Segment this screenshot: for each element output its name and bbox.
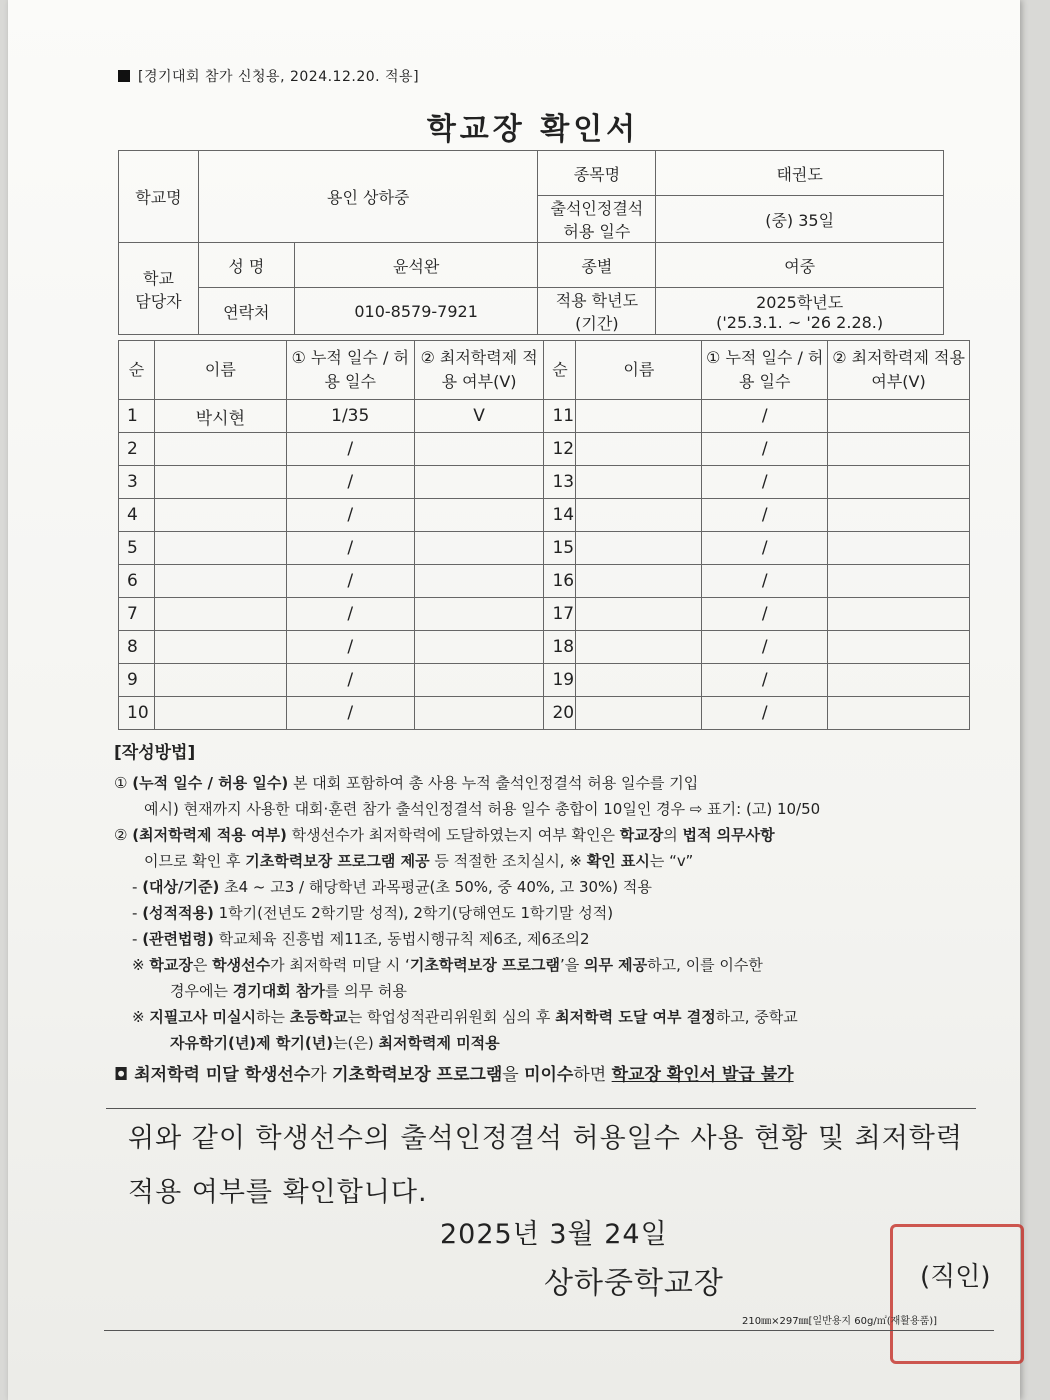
cumulative-days-cell: /: [702, 499, 828, 532]
form-version-note: [경기대회 참가 신청용, 2024.12.20. 적용]: [118, 66, 419, 86]
cumulative-days-cell: /: [286, 598, 414, 631]
min-achievement-check-cell: [828, 400, 970, 433]
writing-instructions: [114, 740, 984, 1088]
min-achievement-check-cell: [828, 631, 970, 664]
contact-label: 연락처: [198, 288, 294, 335]
contact-value: 010-8579-7921: [294, 288, 538, 335]
student-name-cell: [576, 532, 702, 565]
gender-label: 종별: [538, 243, 656, 288]
roster-header-cell: 순: [544, 341, 576, 400]
gender-value: 여중: [656, 243, 944, 288]
student-name-cell: [154, 499, 286, 532]
seal-label: (직인): [920, 1262, 991, 1292]
cumulative-days-cell: /: [702, 532, 828, 565]
school-info-table: [118, 150, 944, 335]
allowed-days-label: 출석인정결석 허용 일수: [538, 196, 656, 243]
table-row: [119, 631, 970, 664]
student-name-cell: [154, 664, 286, 697]
cumulative-days-cell: /: [702, 631, 828, 664]
instruction-note-2-cont: 자유학기(년)제 학기(년)는(은) 최저학력제 미적용: [170, 1034, 500, 1052]
table-row: [119, 532, 970, 565]
row-number-cell: 17: [544, 598, 576, 631]
student-name-cell: [576, 697, 702, 730]
min-achievement-check-cell: V: [414, 400, 544, 433]
min-achievement-check-cell: [414, 598, 544, 631]
row-number-cell: 3: [119, 466, 155, 499]
student-name-cell: [576, 631, 702, 664]
school-year-value: 2025학년도 ('25.3.1. ~ '26 2.28.): [656, 288, 944, 335]
document-title: 학교장 확인서: [426, 112, 640, 147]
cumulative-days-cell: /: [286, 466, 414, 499]
student-name-cell: [576, 400, 702, 433]
min-achievement-check-cell: [828, 466, 970, 499]
min-achievement-check-cell: [828, 499, 970, 532]
name-value: 윤석완: [294, 243, 538, 288]
cumulative-days-cell: /: [286, 433, 414, 466]
instruction-target: - (대상/기준) 초4 ~ 고3 / 해당학년 과목평균(초 50%, 중 40%, 고 30%) 적용: [132, 878, 652, 896]
divider: [106, 1108, 976, 1109]
cumulative-days-cell: /: [702, 433, 828, 466]
cumulative-days-cell: /: [286, 532, 414, 565]
allowed-days-value: (중) 35일: [656, 196, 944, 243]
instruction-2: ② (최저학력제 적용 여부) 학생선수가 최저학력에 도달하였는지 여부 확인은 학교장의 법적 의무사항: [114, 826, 775, 844]
row-number-cell: 13: [544, 466, 576, 499]
name-label: 성 명: [198, 243, 294, 288]
table-row: [119, 598, 970, 631]
cumulative-days-cell: /: [702, 598, 828, 631]
instruction-1-example: 예시) 현재까지 사용한 대회·훈련 참가 출석인정결석 허용 일수 총합이 10일인 경우 ⇨ 표기: (고) 10/50: [144, 800, 821, 818]
cumulative-days-cell: /: [702, 400, 828, 433]
cumulative-days-cell: /: [702, 697, 828, 730]
student-name-cell: 박시현: [154, 400, 286, 433]
student-name-cell: [576, 565, 702, 598]
student-name-cell: [576, 598, 702, 631]
instruction-note-1-cont: 경우에는 경기대회 참가를 의무 허용: [170, 982, 407, 1000]
table-row: [119, 466, 970, 499]
roster-header-cell: ② 최저학력제 적용 여부(V): [414, 341, 544, 400]
row-number-cell: 20: [544, 697, 576, 730]
min-achievement-check-cell: [414, 532, 544, 565]
roster-header-cell: ② 최저학력제 적용 여부(V): [828, 341, 970, 400]
student-name-cell: [154, 433, 286, 466]
issuance-warning: ◘ 최저학력 미달 학생선수가 기초학력보장 프로그램을 미이수하면 학교장 확인서 발급 불가: [114, 1065, 794, 1085]
student-name-cell: [576, 499, 702, 532]
school-name-value: 용인 상하중: [198, 151, 538, 243]
row-number-cell: 8: [119, 631, 155, 664]
roster-header-cell: 이름: [154, 341, 286, 400]
row-number-cell: 15: [544, 532, 576, 565]
min-achievement-check-cell: [414, 697, 544, 730]
table-row: [119, 664, 970, 697]
school-year-label: 적용 학년도 (기간): [538, 288, 656, 335]
table-row: [119, 499, 970, 532]
row-number-cell: 4: [119, 499, 155, 532]
manager-label: 학교 담당자: [119, 243, 199, 335]
instruction-law: - (관련법령) 학교체육 진흥법 제11조, 동법시행규칙 제6조, 제6조의2: [132, 930, 590, 948]
min-achievement-check-cell: [414, 433, 544, 466]
min-achievement-check-cell: [414, 466, 544, 499]
footer-rule: [104, 1330, 994, 1331]
min-achievement-check-cell: [828, 598, 970, 631]
min-achievement-check-cell: [828, 433, 970, 466]
cumulative-days-cell: /: [286, 499, 414, 532]
cumulative-days-cell: /: [286, 565, 414, 598]
square-bullet-icon: [118, 70, 130, 82]
certificate-sheet: [8, 0, 1020, 1400]
confirmation-statement: 위와 같이 학생선수의 출석인정결석 허용일수 사용 현황 및 최저학력 적용 여부를 확인합니다.: [128, 1123, 963, 1208]
row-number-cell: 19: [544, 664, 576, 697]
row-number-cell: 18: [544, 631, 576, 664]
student-name-cell: [576, 664, 702, 697]
cumulative-days-cell: /: [286, 631, 414, 664]
cumulative-days-cell: 1/35: [286, 400, 414, 433]
roster-header-cell: ① 누적 일수 / 허용 일수: [286, 341, 414, 400]
min-achievement-check-cell: [828, 565, 970, 598]
cumulative-days-cell: /: [702, 664, 828, 697]
issue-date: 2025년 3월 24일: [440, 1219, 668, 1250]
row-number-cell: 14: [544, 499, 576, 532]
min-achievement-check-cell: [828, 697, 970, 730]
instruction-note-2: ※ 지필고사 미실시하는 초등학교는 학업성적관리위원회 심의 후 최저학력 도달 여부 결정하고, 중학교: [132, 1008, 798, 1026]
min-achievement-check-cell: [414, 565, 544, 598]
cumulative-days-cell: /: [286, 697, 414, 730]
cumulative-days-cell: /: [286, 664, 414, 697]
roster-header-cell: 이름: [576, 341, 702, 400]
row-number-cell: 5: [119, 532, 155, 565]
row-number-cell: 2: [119, 433, 155, 466]
paper-spec-note: 210㎜×297㎜[일반용지 60g/㎡(재활용품)]: [742, 1316, 938, 1327]
cumulative-days-cell: /: [702, 466, 828, 499]
row-number-cell: 16: [544, 565, 576, 598]
instruction-1: ① (누적 일수 / 허용 일수) 본 대회 포함하여 총 사용 누적 출석인정결석 허용 일수를 기입: [114, 774, 699, 792]
student-name-cell: [154, 565, 286, 598]
roster-header-cell: ① 누적 일수 / 허용 일수: [702, 341, 828, 400]
table-row: [119, 433, 970, 466]
row-number-cell: 10: [119, 697, 155, 730]
student-name-cell: [154, 697, 286, 730]
sport-label: 종목명: [538, 151, 656, 196]
school-name-label: 학교명: [119, 151, 199, 243]
min-achievement-check-cell: [828, 532, 970, 565]
cumulative-days-cell: /: [702, 565, 828, 598]
official-seal: [890, 1224, 1024, 1364]
instruction-note-1: ※ 학교장은 학생선수가 최저학력 미달 시 ‘기초학력보장 프로그램’을 의무 제공하고, 이를 이수한: [132, 956, 763, 974]
student-name-cell: [154, 631, 286, 664]
roster-header-cell: 순: [119, 341, 155, 400]
min-achievement-check-cell: [828, 664, 970, 697]
min-achievement-check-cell: [414, 664, 544, 697]
row-number-cell: 12: [544, 433, 576, 466]
arrow-box-icon: ◘: [114, 1065, 129, 1085]
min-achievement-check-cell: [414, 499, 544, 532]
instruction-2-cont: 이므로 확인 후 기초학력보장 프로그램 제공 등 적절한 조치실시, ※ 확인 표시는 “v”: [144, 852, 694, 870]
roster-header-row: [119, 341, 970, 400]
instruction-grades: - (성적적용) 1학기(전년도 2학기말 성적), 2학기(당해연도 1학기말 성적): [132, 904, 614, 922]
student-name-cell: [576, 466, 702, 499]
sport-value: 태권도: [656, 151, 944, 196]
table-row: [119, 697, 970, 730]
min-achievement-check-cell: [414, 631, 544, 664]
student-name-cell: [154, 598, 286, 631]
table-row: [119, 565, 970, 598]
table-row: [119, 400, 970, 433]
row-number-cell: 1: [119, 400, 155, 433]
instructions-heading: [작성방법]: [114, 743, 196, 763]
row-number-cell: 9: [119, 664, 155, 697]
row-number-cell: 7: [119, 598, 155, 631]
row-number-cell: 11: [544, 400, 576, 433]
student-name-cell: [154, 532, 286, 565]
student-name-cell: [154, 466, 286, 499]
row-number-cell: 6: [119, 565, 155, 598]
student-name-cell: [576, 433, 702, 466]
principal-signature-line: 상하중학교장: [544, 1266, 724, 1301]
student-roster-table: [118, 340, 970, 730]
